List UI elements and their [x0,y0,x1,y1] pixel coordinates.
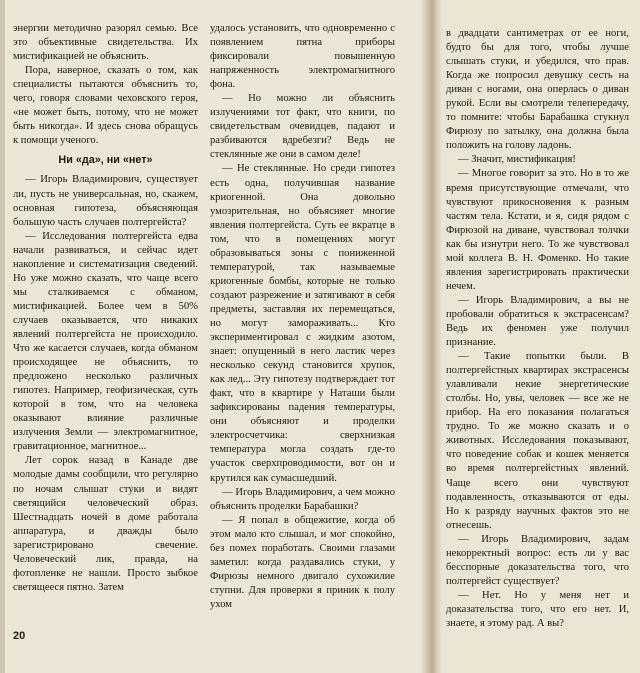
paragraph: — Игорь Владимирович, а вы не пробовали обратиться к экстрасенсам? Ведь их феномен уже получил признание. [446,294,629,349]
text-column-2 [210,22,395,622]
paragraph: Лет сорок назад в Канаде две молодые дамы сообщили, что регулярно по ночам слышат стуки и видят светящийся человеческий образ. Шестнадцать ночей в доме работала аппаратура, и дважды было зарегистрировано свечение. Человеческий лик, правда, на фотопленке не нашли. Просто зыбкое светящееся пятно. Затем [13,455,198,593]
paragraph: в двадцати сантиметрах от ее ноги, будто бы для того, чтобы лучше слышать стуки, и убедился, что прав. Когда же попросил девушку сесть на диван с ногами, она оперлась о диван рукой. Если вы смотрели телепередачу, то помните: чтобы Барабашка стукнул Фирюзу по затылку, она должна была положить на голову ладонь. [446,28,629,152]
paragraph: — Нет. Но у меня нет и доказательства того, что его нет. И, знаете, я этому рад. А вы? [446,589,629,629]
page-gutter [420,0,442,673]
paragraph: — Игорь Владимирович, задам некорректный вопрос: есть ли у вас бесспорные доказательства того, что полтергейст существует? [446,533,629,587]
paragraph: — Многое говорит за это. Но в то же время присутствующие отмечали, что чувствуют прикосновения к разным частям тела. Кстати, и я, сидя рядом с Фирюзой на диване, чувствовал толчки как бы изнутри него. То же чувствовал мой коллега В. Н. Фоменко. Но такие явления зарегистрировать практически нечем. [446,168,629,292]
paragraph: — Не стеклянные. Но среди гипотез есть одна, получившая название криогенной. Она довольно умозрительная, но объясняет многие явления полтергейста. Суть ее вкратце в том, что в помещениях могут образовываться зоны с пониженной температурой, так называемые криогенные бомбы, которые не только создают разрежение и затягивают в себя предметы, заставляя их перемещаться, но могут замораживать... Кто экспериментировал с жидким азотом, знает: опущенный в него ластик через несколько секунд становится хрупок, как лед... Эту гипотезу подтверждает тот факт, что в квартире у Наташи были зафиксированы падения температуры, они объясняют и проделки электросчетчика: сверхнизкая температура могла создать где-то участок сверхпроводимости, вот он и крутился как сумасшедший. [210,163,395,484]
paragraph: — Я попал в общежитие, когда об этом мало кто слышал, и мог спокойно, без помех поработать. Своими глазами заметил: когда раздавались стуки, у Фирюзы немного двигало сухожилие ступни. Для проверки я приник к полу ухом [210,514,395,610]
text-column-1 [13,22,198,622]
page-number: 20 [13,630,26,642]
paragraph: — Игорь Владимирович, а чем можно объяснить проделки Барабашки? [210,486,395,512]
paragraph: удалось установить, что одновременно с появлением пятна приборы фиксировали повышенную напряженность электромагнитного фона. [210,23,395,91]
paragraph: — Значит, мистификация! [458,154,576,166]
paragraph: — Исследования полтергейста едва начали развиваться, и сейчас идет накопление и систематизация сведений. Но уже можно сказать, что чаще всего мы сталкиваемся с обманом, мистификацией. Более чем в 50% случаев оказывается, что никаких явлений полтергейста не происходило. Что же касается случаев, когда обманом происходящее не объяснить, то предложено несколько различных гипотез. Например, геофизическая, суть которой в том, что на человека оказывают влияние различные излучения Земли — электромагнитное, гравитационное, магнитное... [13,230,198,453]
paragraph: — Но можно ли объяснить излучениями тот факт, что книги, по свидетельствам очевидцев, падают и разбиваются вдребезги? Ведь не стеклянные же они в самом деле! [210,93,395,161]
paragraph: энергии методично разорял семью. Все это объективные свидетельства. Их мистификацией не объяснить. [13,23,198,63]
paragraph: — Такие попытки были. В полтергейстных квартирах экстрасенсы улавливали некие энергетические столбы. Но, увы, человек — все же не прибор. На его показания полагаться трудно. То же можно сказать и о животных. Исследования показывают, что поведение собак и кошек меняется во время полтергейстных явлений. Чаще всего они чувствуют подавленность, отказываются от еды. Но к разряду научных фактов это не отнесешь. [446,351,629,531]
paragraph: Пора, наверное, сказать о том, как специалисты пытаются объяснить то, чего, говоря словами чеховского героя, «не может быть, потому, что не может быть никогда». И здесь снова обращусь к помощи ученого. [13,65,198,147]
text-column-3 [446,27,629,647]
paragraph: — Игорь Владимирович, существует ли, пусть не универсальная, но, скажем, основная гипотеза, объясняющая большую часть случаев полтергейста? [13,174,198,228]
section-heading: Ни «да», ни «нет» [58,154,153,167]
